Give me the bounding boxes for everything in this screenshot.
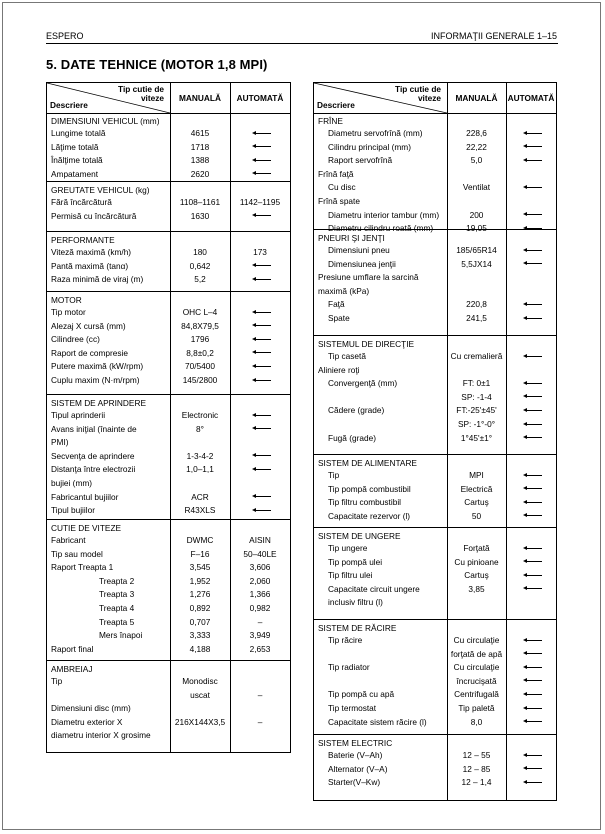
header-descriere-label: Descriere — [50, 100, 88, 110]
manual-value: Cartuş — [464, 497, 489, 508]
row-label: Aliniere roţi — [318, 364, 360, 375]
section-title: SISTEM DE ALIMENTARE — [318, 458, 417, 468]
row-label: Baterie (V–Ah) — [328, 750, 383, 760]
row-label: Frînă spate — [318, 196, 360, 206]
manual-value: 216X144X3,5 — [174, 716, 226, 727]
row-label: Raport Treapta 1 — [51, 562, 114, 573]
row-label: Frînă faţă — [318, 168, 354, 179]
row-label: Tip pompă combustibil — [328, 483, 411, 494]
manual-value: Ventilat — [462, 182, 491, 193]
section-title: AMBREIAJ — [51, 664, 93, 674]
row-label: Raport servofrînă — [328, 155, 393, 166]
manual-value: 1,0–1,1 — [186, 464, 214, 475]
manual-value: forţată de apă — [450, 648, 503, 659]
row-label: Pantă maximă (tanα) — [51, 260, 129, 271]
row-label: Tip ungere — [328, 543, 368, 553]
manual-value: FT: 0±1 — [462, 378, 491, 389]
row-label: Fabricantul bujiilor — [51, 491, 119, 502]
section-title: FRÎNE — [318, 116, 343, 126]
row-label: Fără încărcătură — [51, 197, 112, 207]
row-label: Dimensiuni pneu — [328, 245, 390, 255]
manual-value: 185/65R14 — [456, 245, 497, 255]
same-as-manual-arrow-icon — [523, 678, 542, 683]
same-as-manual-arrow-icon — [523, 185, 542, 190]
row-label: Tip pompă cu apă — [328, 689, 395, 700]
auto-value: AISIN — [249, 535, 271, 545]
manual-value: 8° — [196, 423, 204, 434]
row-label: Capacitate circuit ungere — [328, 583, 420, 594]
section-title: GREUTATE VEHICUL (kg) — [51, 185, 150, 195]
manual-value: F–16 — [190, 548, 210, 559]
spec-table-left — [46, 82, 291, 753]
manual-value: 22,22 — [466, 141, 487, 152]
same-as-manual-arrow-icon — [523, 212, 542, 217]
row-label: Cădere (grade) — [328, 405, 385, 416]
same-as-manual-arrow-icon — [252, 508, 271, 513]
section-divider — [314, 454, 556, 455]
row-label: Tipul aprinderii — [51, 410, 106, 420]
same-as-manual-arrow-icon — [523, 422, 542, 427]
auto-value: 0,982 — [249, 603, 271, 613]
same-as-manual-arrow-icon — [523, 573, 542, 578]
manual-value: 241,5 — [466, 313, 487, 323]
section-title: DIMENSIUNI VEHICUL (mm) — [51, 116, 160, 126]
row-label: Tip — [328, 470, 340, 480]
header-manuala-label: MANUALĂ — [179, 93, 221, 103]
same-as-manual-arrow-icon — [252, 263, 271, 268]
row-label: Capacitate rezervor (l) — [328, 510, 411, 521]
header-tip-label: Tip cutie de — [395, 84, 441, 94]
header-viteze-label: viteze — [140, 93, 164, 103]
manual-value: uscat — [190, 689, 210, 700]
manual-value: 5,2 — [194, 274, 206, 285]
row-label: Fugă (grade) — [328, 432, 376, 443]
row-label: Tip casetă — [328, 351, 366, 361]
manual-value: 1718 — [190, 141, 210, 152]
row-label: Tip — [51, 676, 63, 686]
row-label: Alternator (V–A) — [328, 763, 388, 774]
manual-value: Cu pinioane — [454, 556, 499, 567]
row-label: Raport de compresie — [51, 347, 129, 358]
section-divider — [314, 229, 556, 230]
section-divider — [47, 660, 290, 661]
row-label: Distanţa între electrozii — [51, 464, 136, 475]
header-divider — [47, 113, 290, 114]
manual-value: încrucişată — [456, 675, 497, 686]
same-as-manual-arrow-icon — [523, 261, 542, 266]
row-label: maximă (kPa) — [318, 285, 370, 296]
row-label: Lungime totală — [51, 128, 106, 138]
section-divider — [47, 519, 290, 520]
manual-value: 1108–1161 — [179, 197, 221, 207]
manual-value: 5,0 — [470, 155, 483, 166]
header-rule — [46, 43, 558, 44]
row-label: Tip filtru combustibil — [328, 497, 402, 508]
auto-value: – — [257, 616, 263, 627]
same-as-manual-arrow-icon — [523, 131, 542, 136]
row-label: Dimensiuni disc (mm) — [51, 703, 131, 714]
header-automata-label: AUTOMATĂ — [236, 93, 284, 103]
manual-value: 8,0 — [470, 716, 483, 727]
same-as-manual-arrow-icon — [252, 213, 271, 218]
section-title: SISTEM DE APRINDERE — [51, 398, 146, 408]
auto-value: 3,949 — [249, 630, 271, 641]
section-divider — [47, 394, 290, 395]
row-label: Capacitate sistem răcire (l) — [328, 716, 427, 727]
same-as-manual-arrow-icon — [523, 766, 542, 771]
section-divider — [47, 231, 290, 232]
spec-table-right — [313, 82, 557, 801]
same-as-manual-arrow-icon — [523, 586, 542, 591]
manual-value: 1-3-4-2 — [186, 450, 214, 461]
manual-value: 12 – 55 — [462, 750, 491, 760]
section-title: PNEURI ŞI JENŢI — [318, 233, 385, 243]
row-label: Raport final — [51, 643, 94, 654]
row-label: bujiei (mm) — [51, 478, 93, 488]
manual-value: MPI — [469, 470, 484, 480]
row-label: Tip termostat — [328, 703, 377, 713]
same-as-manual-arrow-icon — [252, 467, 271, 472]
same-as-manual-arrow-icon — [523, 473, 542, 478]
manual-value: 5,5JX14 — [461, 258, 492, 269]
section-title: CUTIE DE VITEZE — [51, 523, 122, 533]
row-label: Mers înapoi — [99, 630, 143, 641]
row-label: Treapta 5 — [99, 616, 135, 627]
row-label: Faţă — [328, 299, 345, 310]
row-label: diametru interior X grosime — [51, 730, 151, 741]
same-as-manual-arrow-icon — [523, 435, 542, 440]
same-as-manual-arrow-icon — [252, 364, 271, 369]
auto-value: 50–40LE — [243, 548, 277, 559]
auto-value: 2,653 — [249, 643, 271, 654]
manual-value: SP: -1-4 — [461, 391, 492, 402]
same-as-manual-arrow-icon — [252, 158, 271, 163]
row-label: Treapta 2 — [99, 575, 135, 586]
row-label: Convergenţă (mm) — [328, 378, 398, 389]
manual-value: 4615 — [190, 128, 210, 138]
manual-value: 50 — [471, 510, 482, 521]
row-label: Avans iniţial (înainte de — [51, 423, 137, 434]
manual-value: 3,333 — [189, 630, 211, 641]
manual-value: Forţată — [463, 543, 490, 553]
same-as-manual-arrow-icon — [523, 546, 542, 551]
row-label: Treapta 3 — [99, 589, 135, 600]
manual-value: 1388 — [190, 155, 210, 166]
same-as-manual-arrow-icon — [523, 780, 542, 785]
same-as-manual-arrow-icon — [523, 500, 542, 505]
manual-value: 84,8X79,5 — [181, 320, 219, 331]
manual-value: Cu circulaţie — [453, 635, 500, 645]
section-divider — [314, 335, 556, 336]
row-label: Presiune umflare la sarcină — [318, 272, 419, 283]
same-as-manual-arrow-icon — [523, 248, 542, 253]
row-label: PMI) — [51, 437, 69, 448]
same-as-manual-arrow-icon — [523, 302, 542, 307]
manual-value: Electrică — [460, 483, 493, 494]
same-as-manual-arrow-icon — [252, 413, 271, 418]
same-as-manual-arrow-icon — [523, 408, 542, 413]
manual-value: 220,8 — [466, 299, 487, 310]
same-as-manual-arrow-icon — [252, 310, 271, 315]
header-left: ESPERO — [46, 31, 84, 41]
manual-value: Centrifugală — [454, 689, 499, 700]
manual-value: 2620 — [190, 168, 210, 179]
header-tip-label: Tip cutie de — [118, 84, 164, 94]
section-title: SISTEMUL DE DIRECŢIE — [318, 339, 415, 349]
same-as-manual-arrow-icon — [252, 323, 271, 328]
auto-value: – — [257, 716, 263, 727]
row-label: Tip sau model — [51, 548, 103, 559]
same-as-manual-arrow-icon — [523, 753, 542, 758]
manual-value: SP: -1°-0° — [457, 419, 496, 429]
manual-value: 1°45'±1° — [460, 432, 493, 443]
same-as-manual-arrow-icon — [523, 651, 542, 656]
manual-value: R43XLS — [184, 505, 216, 516]
auto-value: 2,060 — [249, 575, 271, 586]
same-as-manual-arrow-icon — [523, 354, 542, 359]
section-title: SISTEM DE UNGERE — [318, 531, 401, 541]
row-label: Spate — [328, 313, 350, 323]
row-label: Treapta 4 — [99, 603, 135, 613]
same-as-manual-arrow-icon — [252, 171, 271, 176]
section-divider — [314, 734, 556, 735]
section-title: SISTEM ELECTRIC — [318, 738, 393, 748]
manual-value: Cartuş — [464, 570, 489, 581]
same-as-manual-arrow-icon — [252, 277, 271, 282]
header-manuala-label: MANUALĂ — [455, 93, 498, 103]
same-as-manual-arrow-icon — [523, 316, 542, 321]
manual-value: OHC L–4 — [182, 307, 218, 317]
row-label: Alezaj X cursă (mm) — [51, 320, 126, 331]
same-as-manual-arrow-icon — [252, 453, 271, 458]
same-as-manual-arrow-icon — [252, 378, 271, 383]
auto-value: 1,366 — [249, 589, 271, 600]
section-divider — [314, 619, 556, 620]
row-label: Tipul bujiilor — [51, 505, 95, 516]
manual-value: 1796 — [190, 334, 210, 345]
section-title: SISTEM DE RĂCIRE — [318, 623, 397, 633]
section-title: MOTOR — [51, 295, 82, 305]
same-as-manual-arrow-icon — [252, 131, 271, 136]
manual-value: FT:-25'±45' — [456, 405, 497, 416]
manual-value: 1630 — [190, 210, 210, 221]
manual-value: 70/5400 — [185, 361, 215, 372]
same-as-manual-arrow-icon — [523, 381, 542, 386]
manual-value: DWMC — [186, 535, 214, 545]
row-label: Secvenţa de aprindere — [51, 450, 135, 461]
row-label: Cuplu maxim (N·m/rpm) — [51, 375, 140, 385]
row-label: Raza minimă de viraj (m) — [51, 274, 144, 285]
auto-value: 1142–1195 — [239, 197, 281, 207]
row-label: Cu disc — [328, 182, 356, 193]
manual-value: 8,8±0,2 — [186, 347, 214, 358]
page-title: 5. DATE TEHNICE (MOTOR 1,8 MPI) — [46, 57, 268, 72]
same-as-manual-arrow-icon — [523, 394, 542, 399]
same-as-manual-arrow-icon — [252, 144, 271, 149]
manual-value: 0,892 — [189, 603, 211, 613]
same-as-manual-arrow-icon — [523, 158, 542, 163]
manual-value: 3,545 — [189, 562, 211, 573]
auto-value: – — [257, 689, 263, 700]
row-label: Tip motor — [51, 307, 86, 317]
manual-value: 0,642 — [189, 260, 211, 271]
same-as-manual-arrow-icon — [523, 559, 542, 564]
section-divider — [47, 181, 290, 182]
row-label: Viteză maximă (km/h) — [51, 247, 132, 257]
same-as-manual-arrow-icon — [252, 350, 271, 355]
manual-value: 180 — [193, 247, 207, 257]
auto-value: 3,606 — [249, 562, 271, 573]
section-title: PERFORMANTE — [51, 235, 115, 245]
manual-value: 12 – 1,4 — [461, 777, 492, 788]
manual-value: 145/2800 — [182, 375, 218, 385]
row-label: Diametru servofrînă (mm) — [328, 128, 423, 138]
header-descriere-label: Descriere — [317, 100, 355, 110]
row-label: Diametru interior tambur (mm) — [328, 209, 440, 220]
same-as-manual-arrow-icon — [252, 494, 271, 499]
manual-value: 1,276 — [189, 589, 211, 600]
same-as-manual-arrow-icon — [252, 337, 271, 342]
same-as-manual-arrow-icon — [252, 426, 271, 431]
manual-value: 12 – 85 — [462, 763, 491, 774]
manual-value: 4,188 — [189, 643, 211, 654]
manual-value: 3,85 — [468, 583, 485, 594]
manual-value: Cu circulaţie — [453, 662, 500, 673]
column-divider — [506, 83, 507, 800]
row-label: Dimensiunea jenţii — [328, 258, 396, 269]
row-label: inclusiv filtru (l) — [328, 597, 383, 608]
same-as-manual-arrow-icon — [523, 486, 542, 491]
row-label: Putere maximă (kW/rpm) — [51, 361, 144, 372]
row-label: Tip radiator — [328, 662, 370, 673]
row-label: Înălţime totală — [51, 155, 103, 166]
section-divider — [314, 527, 556, 528]
manual-value: 1,952 — [189, 575, 211, 586]
manual-value: 228,6 — [466, 128, 487, 138]
header-automata-label: AUTOMATĂ — [507, 93, 555, 103]
row-label: Starter(V–Kw) — [328, 777, 381, 788]
manual-value: Electronic — [181, 410, 219, 420]
manual-value: Monodisc — [182, 676, 218, 686]
row-label: Lăţime totală — [51, 141, 99, 152]
row-label: Diametru exterior X — [51, 716, 123, 727]
manual-value: 200 — [469, 209, 484, 220]
same-as-manual-arrow-icon — [523, 144, 542, 149]
header-viteze-label: viteze — [417, 93, 441, 103]
same-as-manual-arrow-icon — [523, 638, 542, 643]
manual-value: Tip paletă — [458, 703, 495, 713]
same-as-manual-arrow-icon — [523, 665, 542, 670]
row-label: Tip răcire — [328, 635, 363, 645]
row-label: Ampatament — [51, 168, 99, 179]
manual-value: ACR — [191, 491, 209, 502]
row-label: Cilindru principal (mm) — [328, 141, 411, 152]
row-label: Tip pompă ulei — [328, 556, 383, 567]
manual-value: Cu cremalieră — [450, 351, 503, 361]
row-label: Cilindree (cc) — [51, 334, 100, 345]
header-divider — [314, 113, 556, 114]
row-label: Fabricant — [51, 535, 86, 545]
header-right: INFORMAŢII GENERALE 1–15 — [430, 31, 557, 41]
row-label: Tip filtru ulei — [328, 570, 373, 581]
same-as-manual-arrow-icon — [523, 719, 542, 724]
same-as-manual-arrow-icon — [523, 692, 542, 697]
manual-value: 0,707 — [189, 616, 211, 627]
same-as-manual-arrow-icon — [523, 513, 542, 518]
row-label: Permisă cu încărcătură — [51, 210, 137, 221]
section-divider — [47, 291, 290, 292]
same-as-manual-arrow-icon — [523, 706, 542, 711]
auto-value: 173 — [253, 247, 267, 257]
